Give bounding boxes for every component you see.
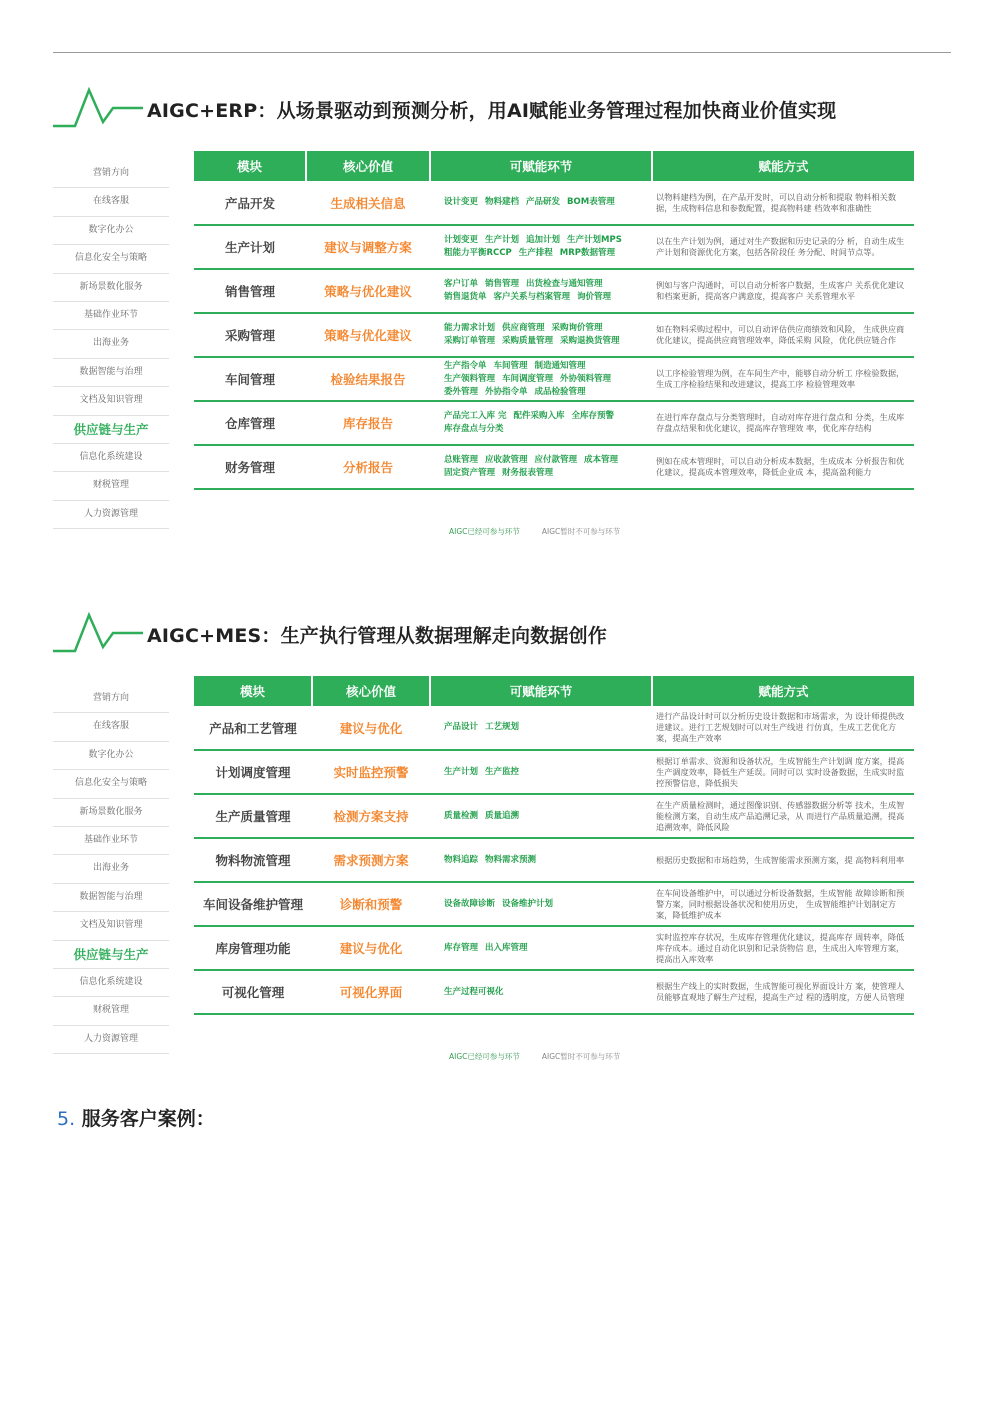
enabled-links-cell <box>430 313 652 357</box>
core-value-cell: 建议与调整方案 <box>306 225 430 269</box>
erp-heading <box>53 78 853 134</box>
link-chip: 客户关系与档案管理 <box>493 292 571 302</box>
method-cell: 以在生产计划为例，通过对生产数据和历史记录的分 析，自动生成生产计划和资源优化方案，包括各阶段任 务分配、时间节点等。 <box>652 225 914 269</box>
mes-legend <box>449 1051 642 1062</box>
sidebar-item: 文档及知识管理 <box>53 912 169 940</box>
method-cell: 以物料建档为例，在产品开发时，可以自动分析和提取 物料相关数据，生成物料信息和参数配置，提高物料建 档效率和准确性 <box>652 181 914 225</box>
sidebar-item: 人力资源管理 <box>53 1026 169 1054</box>
link-chip: 生产计划MPS <box>567 235 622 245</box>
module-cell: 销售管理 <box>194 269 306 313</box>
link-chip: 采购询价管理 <box>551 323 603 333</box>
module-cell: 车间管理 <box>194 357 306 401</box>
link-chip: 能力需求计划 <box>444 323 496 333</box>
link-chip: 质量检测 <box>444 810 479 821</box>
module-cell: 计划调度管理 <box>194 750 312 794</box>
link-chip: 出货检查与通知管理 <box>526 279 603 289</box>
table-row <box>194 269 914 313</box>
sidebar-item: 新场景数化服务 <box>53 274 169 302</box>
link-chip: 出入库管理 <box>485 942 528 953</box>
enabled-links-cell <box>430 750 652 794</box>
mes-heading <box>53 603 853 659</box>
link-chip: 总账管理 <box>444 455 479 465</box>
link-chip: 产品研发 <box>526 197 561 207</box>
link-chip: 采购退换货管理 <box>560 336 620 346</box>
sidebar-item: 在线客服 <box>53 713 169 741</box>
link-chip: 生产监控 <box>485 766 520 777</box>
link-chip: 追加计划 <box>526 235 561 245</box>
link-chip: 物料建档 <box>485 197 520 207</box>
column-header: 可赋能环节 <box>430 676 652 706</box>
enabled-links-cell <box>430 838 652 882</box>
pulse-line-icon <box>53 603 143 659</box>
sidebar-item: 信息化安全与策略 <box>53 245 169 273</box>
link-chip: 设备故障诊断 <box>444 898 496 909</box>
core-value-cell: 生成相关信息 <box>306 181 430 225</box>
core-value-cell: 库存报告 <box>306 401 430 445</box>
method-cell: 在车间设备维护中，可以通过分析设备数据，生成智能 故障诊断和预警方案，同时根据设备状况和使用历史， 生成智能维护计划制定方案，降低维护成本 <box>652 882 914 926</box>
method-cell: 在生产质量检测时，通过图像识别、传感器数据分析等 技术，生成智能检测方案，自动生成产品追溯记录，从 而进行产品质量追溯，提高追溯效率，降低风险 <box>652 794 914 838</box>
table-row <box>194 970 914 1014</box>
link-chip: 外协领料管理 <box>560 373 612 384</box>
sidebar-item: 基础作业环节 <box>53 827 169 855</box>
module-cell: 财务管理 <box>194 445 306 489</box>
sidebar-item: 财税管理 <box>53 997 169 1025</box>
link-chip: 产品设计 <box>444 722 479 732</box>
core-value-cell: 诊断和预警 <box>312 882 430 926</box>
column-header: 模块 <box>194 676 312 706</box>
method-cell: 进行产品设计时可以分析历史设计数据和市场需求，为 设计师提供改进建议。进行工艺规划时可以对生产线进 行仿真，生成工艺优化方案，提高生产效率 <box>652 706 914 750</box>
case-number: 5. <box>57 1108 76 1130</box>
core-value-cell: 策略与优化建议 <box>306 313 430 357</box>
method-cell: 以工序检验管理为例，在车间生产中，能够自动分析工 序检验数据，生成工序检验结果和改进建议，提高工序 检验管理效率 <box>652 357 914 401</box>
case-title: 服务客户案例： <box>81 1108 215 1130</box>
method-cell: 根据历史数据和市场趋势，生成智能需求预测方案，提 高物料利用率 <box>652 838 914 882</box>
link-chip: 库存管理 <box>444 942 479 953</box>
link-chip: 物料追踪 <box>444 854 479 865</box>
module-cell: 产品和工艺管理 <box>194 706 312 750</box>
link-chip: 供应商管理 <box>502 323 545 333</box>
enabled-links-cell <box>430 225 652 269</box>
core-value-cell: 策略与优化建议 <box>306 269 430 313</box>
link-chip: 物料需求预测 <box>485 854 537 865</box>
link-chip: 工艺规划 <box>485 722 520 732</box>
mes-title: AIGC+MES：生产执行管理从数据理解走向数据创作 <box>147 625 608 647</box>
method-cell: 例如在成本管理时，可以自动分析成本数据，生成成本 分析报告和优化建议，提高成本管理效率，降低企业成 本，提高盈利能力 <box>652 445 914 489</box>
column-header: 赋能方式 <box>652 151 914 181</box>
mes-sidebar <box>53 685 169 1054</box>
link-chip: 生产领料管理 <box>444 373 496 384</box>
sidebar-item: 数字化办公 <box>53 742 169 770</box>
link-chip: 生产排程 <box>518 248 553 258</box>
sidebar-item: 信息化系统建设 <box>53 444 169 472</box>
legend-item: AIGC暂时不可参与环节 <box>541 1052 621 1061</box>
link-chip: 应收款管理 <box>485 455 528 465</box>
enabled-links-cell <box>430 181 652 225</box>
sidebar-item: 数字化办公 <box>53 217 169 245</box>
link-chip: 质量追溯 <box>485 810 520 821</box>
module-cell: 物料物流管理 <box>194 838 312 882</box>
erp-legend <box>449 526 642 537</box>
link-chip: 计划变更 <box>444 235 479 245</box>
method-cell: 根据生产线上的实时数据，生成智能可视化界面设计方 案，使管理人员能够直观地了解生产过程，提高生产过 程的透明度，方便人员管理 <box>652 970 914 1014</box>
table-row <box>194 181 914 225</box>
sidebar-item: 信息化系统建设 <box>53 969 169 997</box>
link-chip: 成本管理 <box>584 455 619 465</box>
sidebar-item: 供应链与生产 <box>53 941 169 969</box>
link-chip: 销售管理 <box>485 279 520 289</box>
table-row <box>194 401 914 445</box>
enabled-links-cell <box>430 706 652 750</box>
column-header: 核心价值 <box>312 676 430 706</box>
link-chip: 销售退货单 <box>444 292 487 302</box>
link-chip: 采购质量管理 <box>502 336 554 346</box>
method-cell: 在进行库存盘点与分类管理时，自动对库存进行盘点和 分类，生成库存盘点结果和优化建议，提高库存管理效 率，优化库存结构 <box>652 401 914 445</box>
sidebar-item: 文档及知识管理 <box>53 387 169 415</box>
sidebar-item: 出海业务 <box>53 855 169 883</box>
link-chip: 粗能力平衡RCCP <box>444 248 512 258</box>
core-value-cell: 分析报告 <box>306 445 430 489</box>
link-chip: 库存盘点与分类 <box>444 424 504 434</box>
enabled-links-cell <box>430 357 652 401</box>
module-cell: 可视化管理 <box>194 970 312 1014</box>
table-row <box>194 313 914 357</box>
sidebar-item: 数据智能与治理 <box>53 884 169 912</box>
pulse-line-icon <box>53 78 143 134</box>
case-heading <box>57 1104 215 1131</box>
column-header: 可赋能环节 <box>430 151 652 181</box>
link-chip: 应付款管理 <box>534 455 578 465</box>
column-header: 赋能方式 <box>652 676 914 706</box>
module-cell: 生产计划 <box>194 225 306 269</box>
link-chip: 产品完工入库 完 <box>444 411 507 421</box>
table-row <box>194 357 914 401</box>
enabled-links-cell <box>430 794 652 838</box>
method-cell: 根据订单需求、资源和设备状况，生成智能生产计划调 度方案，提高生产调度效率，降低生产延误。同时可以 实时设备数据，生成实时监控预警信息，降低损失 <box>652 750 914 794</box>
column-header: 核心价值 <box>306 151 430 181</box>
link-chip: 全库存预警 <box>571 411 614 421</box>
link-chip: 生产计划 <box>485 235 520 245</box>
module-cell: 仓库管理 <box>194 401 306 445</box>
table-row <box>194 794 914 838</box>
mes-table <box>194 676 914 1015</box>
sidebar-item: 营销方向 <box>53 160 169 188</box>
link-chip: 客户订单 <box>444 279 479 289</box>
link-chip: 固定资产管理 <box>444 468 496 478</box>
sidebar-item: 信息化安全与策略 <box>53 770 169 798</box>
erp-sidebar <box>53 160 169 529</box>
sidebar-item: 营销方向 <box>53 685 169 713</box>
module-cell: 车间设备维护管理 <box>194 882 312 926</box>
module-cell: 产品开发 <box>194 181 306 225</box>
sidebar-item: 出海业务 <box>53 330 169 358</box>
link-chip: 成品检验管理 <box>534 386 586 397</box>
link-chip: 配件采购入库 <box>513 411 565 421</box>
link-chip: 车间管理 <box>493 360 528 371</box>
link-chip: 设计变更 <box>444 197 479 207</box>
sidebar-item: 基础作业环节 <box>53 302 169 330</box>
enabled-links-cell <box>430 882 652 926</box>
link-chip: 设备维护计划 <box>502 898 554 909</box>
link-chip: 生产计划 <box>444 766 479 777</box>
legend-item: AIGC已经可参与环节 <box>449 527 520 536</box>
link-chip: 生产指令单 <box>444 360 487 371</box>
link-chip: 外协指令单 <box>485 386 528 397</box>
sidebar-item: 数据智能与治理 <box>53 359 169 387</box>
core-value-cell: 需求预测方案 <box>312 838 430 882</box>
core-value-cell: 检验结果报告 <box>306 357 430 401</box>
module-cell: 采购管理 <box>194 313 306 357</box>
core-value-cell: 建议与优化 <box>312 926 430 970</box>
core-value-cell: 实时监控预警 <box>312 750 430 794</box>
link-chip: 财务报表管理 <box>502 468 554 478</box>
table-row <box>194 926 914 970</box>
sidebar-item: 人力资源管理 <box>53 501 169 529</box>
core-value-cell: 可视化界面 <box>312 970 430 1014</box>
enabled-links-cell <box>430 970 652 1014</box>
enabled-links-cell <box>430 269 652 313</box>
table-row <box>194 706 914 750</box>
table-row <box>194 445 914 489</box>
table-row <box>194 882 914 926</box>
column-header: 模块 <box>194 151 306 181</box>
top-divider <box>53 52 951 53</box>
sidebar-item: 新场景数化服务 <box>53 799 169 827</box>
table-row <box>194 225 914 269</box>
module-cell: 生产质量管理 <box>194 794 312 838</box>
core-value-cell: 建议与优化 <box>312 706 430 750</box>
table-row <box>194 838 914 882</box>
module-cell: 库房管理功能 <box>194 926 312 970</box>
link-chip: 车间调度管理 <box>502 373 554 384</box>
enabled-links-cell <box>430 445 652 489</box>
link-chip: 采购订单管理 <box>444 336 496 346</box>
legend-item: AIGC已经可参与环节 <box>449 1052 520 1061</box>
erp-table <box>194 151 914 490</box>
link-chip: 制造通知管理 <box>534 360 586 371</box>
method-cell: 例如与客户沟通时，可以自动分析客户数据，生成客户 关系优化建议和档案更新，提高客户满意度，提高客户 关系管理水平 <box>652 269 914 313</box>
link-chip: BOM表管理 <box>567 197 615 207</box>
legend-item: AIGC暂时不可参与环节 <box>541 527 621 536</box>
link-chip: 询价管理 <box>577 292 612 302</box>
link-chip: 生产过程可视化 <box>444 986 504 997</box>
link-chip: 委外管理 <box>444 386 479 397</box>
table-row <box>194 750 914 794</box>
core-value-cell: 检测方案支持 <box>312 794 430 838</box>
sidebar-item: 财税管理 <box>53 472 169 500</box>
erp-title: AIGC+ERP：从场景驱动到预测分析，用AI赋能业务管理过程加快商业价值实现 <box>147 100 837 122</box>
method-cell: 实时监控库存状况，生成库存管理优化建议，提高库存 周转率，降低库存成本。通过自动化识别和记录货物信 息，生成出入库管理方案，提高出入库效率 <box>652 926 914 970</box>
enabled-links-cell <box>430 926 652 970</box>
sidebar-item: 供应链与生产 <box>53 416 169 444</box>
method-cell: 如在物料采购过程中，可以自动评估供应商绩效和风险， 生成供应商优化建议，提高供应商管理效率，降低采购 风险，优化供应链合作 <box>652 313 914 357</box>
link-chip: MRP数据管理 <box>559 248 616 258</box>
sidebar-item: 在线客服 <box>53 188 169 216</box>
enabled-links-cell <box>430 401 652 445</box>
